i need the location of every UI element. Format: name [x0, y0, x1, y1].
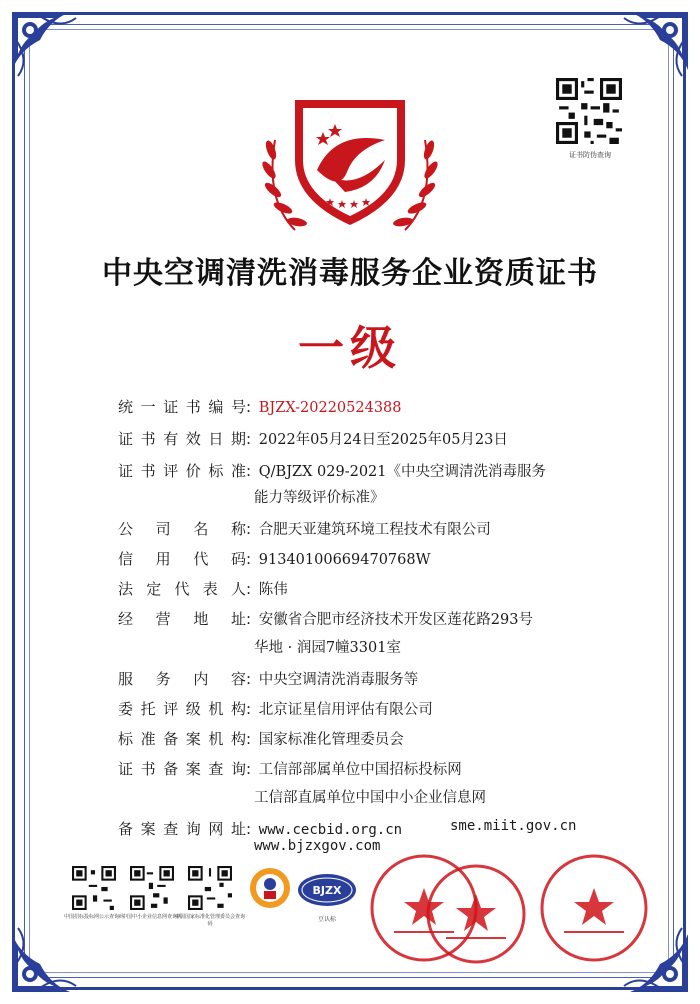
field-label: 标准备案机构: [118, 730, 246, 748]
field-address: 经营地址: 安徽省合肥市经济技术开发区莲花路293号: [118, 610, 533, 628]
bjzx-logo-icon: [296, 872, 358, 908]
field-service: 服务内容: 中央空调清洗消毒服务等: [118, 670, 419, 688]
shield-emblem-icon: [235, 80, 465, 240]
field-value: 合肥天亚建筑环境工程技术有限公司: [258, 522, 491, 538]
field-value-url2: sme.miit.gov.cn: [450, 818, 577, 834]
qr-code-icon: [72, 866, 116, 910]
certificate-title: 中央空调清洗消毒服务企业资质证书: [102, 256, 598, 291]
official-seal-icon: [538, 852, 650, 964]
field-label: 统一证书编号: [118, 398, 246, 416]
field-standard: 证书评价标准: Q/BJZX 029-2021《中央空调清洗消毒服务: [118, 462, 547, 480]
official-seal-icon: [424, 862, 528, 966]
field-label: 法定代表人: [118, 580, 246, 598]
field-value: 国家标准化管理委员会: [258, 732, 404, 748]
qr-code-icon: [556, 78, 622, 144]
field-credit: 信用代码: 91340100669470768W: [118, 550, 431, 568]
field-value: www.cecbid.org.cn: [258, 822, 403, 838]
corner-ornament-icon: [10, 10, 84, 84]
qr-caption: 中国中小企业信息网查询码: [121, 914, 182, 920]
field-label: 经营地址: [118, 610, 246, 628]
field-url: 备案查询网址: www.cecbid.org.cn: [118, 820, 403, 838]
field-value: 安徽省合肥市经济技术开发区莲花路293号: [258, 612, 533, 628]
qr-caption: 证书防伪查询: [569, 151, 611, 159]
field-value: 中央空调清洗消毒服务等: [258, 672, 419, 688]
field-agency: 委托评级机构: 北京证星信用评估有限公司: [118, 700, 433, 718]
corner-ornament-icon: [616, 10, 690, 84]
field-value: 91340100669470768W: [258, 552, 431, 568]
field-label: 证书备案查询: [118, 760, 246, 778]
certificate-grade: 一级: [298, 321, 402, 375]
field-filing-org: 标准备案机构: 国家标准化管理委员会: [118, 730, 404, 748]
field-company: 公司名称: 合肥天亚建筑环境工程技术有限公司: [118, 520, 491, 538]
field-value: 2022年05月24日至2025年05月23日: [258, 432, 508, 448]
field-label: 证书评价标准: [118, 462, 246, 480]
field-rep: 法定代表人: 陈伟: [118, 580, 288, 598]
field-query: 证书备案查询: 工信部部属单位中国招标投标网: [118, 760, 462, 778]
field-label: 公司名称: [118, 520, 246, 538]
field-label: 服务内容: [118, 670, 246, 688]
logo-caption: 豆认标: [317, 916, 336, 923]
field-value: Q/BJZX 029-2021《中央空调清洗消毒服务: [258, 464, 547, 480]
field-value-cont: 能力等级评价标准》: [254, 490, 385, 506]
qr-caption: 中国招标投标网公示查询码: [63, 914, 124, 920]
field-value-cont: 华地 · 润园7幢3301室: [254, 640, 401, 656]
field-label: 委托评级机构: [118, 700, 246, 718]
field-validity: 证书有效日期: 2022年05月24日至2025年05月23日: [118, 430, 508, 448]
corner-ornament-icon: [10, 920, 84, 994]
field-value: 工信部部属单位中国招标投标网: [258, 762, 462, 778]
field-value: BJZX-20220524388: [258, 400, 402, 416]
field-value: 北京证星信用评估有限公司: [258, 702, 433, 718]
field-value: 陈伟: [258, 582, 288, 598]
qr-caption: 中国国家标准化管理委员会查询码: [175, 914, 246, 927]
field-cert-no: 统一证书编号: BJZX-20220524388: [118, 398, 402, 416]
field-label: 信用代码: [118, 550, 246, 568]
qr-code-icon: [130, 866, 174, 910]
field-label: 备案查询网址: [118, 820, 246, 838]
bjzx-logo-text: BJZX: [312, 884, 342, 897]
field-value-cont: 工信部直属单位中国中小企业信息网: [254, 790, 486, 806]
field-label: 证书有效日期: [118, 430, 246, 448]
medal-logo-icon: [248, 866, 292, 910]
qr-code-icon: [188, 866, 232, 910]
field-value-url3: www.bjzxgov.com: [254, 838, 381, 854]
